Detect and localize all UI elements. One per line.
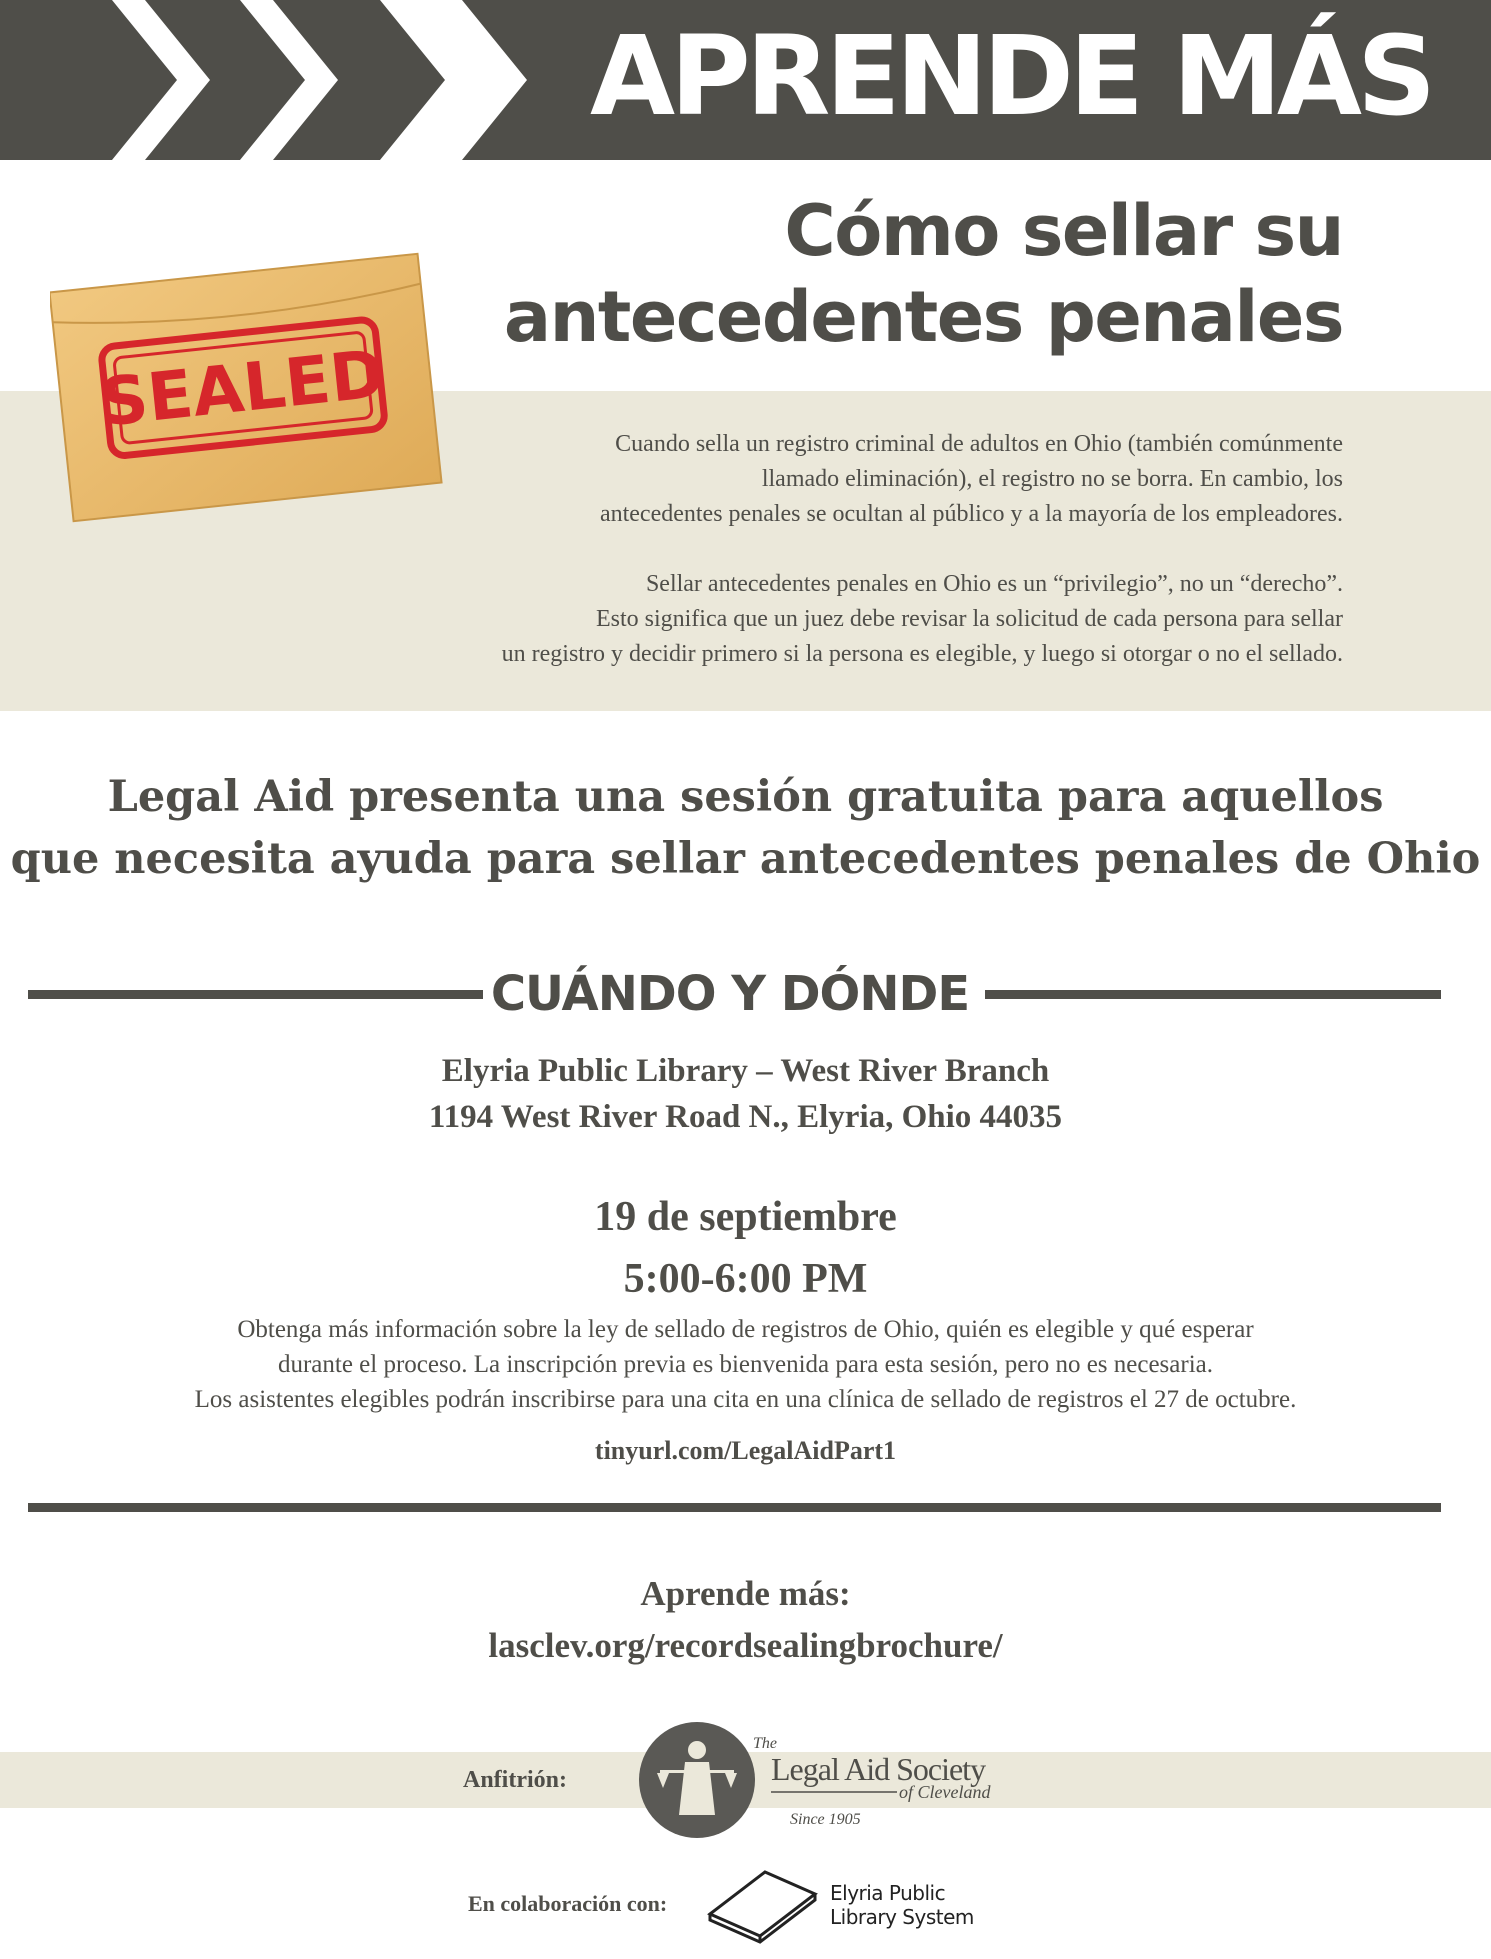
presentation-line-2: que necesita ayuda para sellar antecedentes penales de Ohio — [10, 834, 1481, 884]
event-description — [0, 1312, 1491, 1417]
logo-city: of Cleveland — [899, 1782, 991, 1802]
logo-the: The — [753, 1735, 777, 1752]
description-line: durante el proceso. La inscripción previa es bienvenida para esta sesión, pero no es necesaria. — [277, 1351, 1214, 1378]
learn-more-label: Aprende más: — [640, 1574, 851, 1613]
sealed-envelope-image — [50, 232, 450, 532]
logo-name: Legal Aid Society — [771, 1751, 986, 1787]
subtitle — [443, 188, 1343, 360]
event-date: 19 de septiembre — [594, 1194, 897, 1240]
stamp-text: SEALED — [96, 335, 389, 442]
section-rule-right — [985, 990, 1441, 999]
section-heading: CUÁNDO Y DÓNDE — [490, 966, 970, 1022]
library-logo-line-2: Library System — [830, 1905, 974, 1929]
event-datetime — [0, 1186, 1491, 1310]
host-label: Anfitrión: — [463, 1767, 567, 1793]
venue-address: 1194 West River Road N., Elyria, Ohio 44035 — [428, 1099, 1063, 1135]
intro-p1-line: Cuando sella un registro criminal de adultos en Ohio (también comúnmente — [615, 431, 1343, 457]
event-time: 5:00-6:00 PM — [623, 1256, 868, 1302]
intro-p2-line: un registro y decidir primero si la persona es elegible, y luego si otorgar o no el sellado. — [501, 641, 1343, 667]
elyria-library-logo — [705, 1864, 1005, 1944]
learn-more-block — [0, 1568, 1491, 1672]
partner-label: En colaboración con: — [468, 1891, 668, 1916]
section-divider — [28, 1503, 1441, 1512]
page-title: APRENDE MÁS — [590, 12, 1432, 140]
intro-p1-line: antecedentes penales se ocultan al público y a la mayoría de los empleadores. — [599, 501, 1343, 527]
learn-more-link[interactable]: lasclev.org/recordsealingbrochure/ — [488, 1626, 1003, 1665]
registration-link[interactable]: tinyurl.com/LegalAidPart1 — [594, 1436, 897, 1465]
intro-p1-line: llamado eliminación), el registro no se borra. En cambio, los — [761, 466, 1343, 492]
presentation-text — [0, 766, 1491, 890]
book-icon — [710, 1872, 815, 1942]
logo-since: Since 1905 — [790, 1811, 861, 1828]
intro-paragraph-2 — [502, 567, 1343, 672]
library-logo-line-1: Elyria Public — [830, 1881, 946, 1905]
section-rule-left — [28, 990, 483, 999]
intro-p2-line: Esto significa que un juez debe revisar la solicitud de cada persona para sellar — [595, 606, 1343, 632]
chevron-1-icon — [0, 0, 30, 160]
legal-aid-society-logo — [635, 1720, 1015, 1840]
subtitle-line-1: Cómo sellar su — [784, 190, 1343, 272]
intro-p2-line: Sellar antecedentes penales en Ohio es un “privilegio”, no un “derecho”. — [645, 571, 1343, 597]
venue-name: Elyria Public Library – West River Branch — [441, 1053, 1050, 1089]
description-line: Obtenga más información sobre la ley de sellado de registros de Ohio, quién es elegible y qué esperar — [237, 1316, 1254, 1343]
presentation-line-1: Legal Aid presenta una sesión gratuita para aquellos — [107, 772, 1384, 822]
subtitle-line-2: antecedentes penales — [503, 276, 1343, 358]
description-line: Los asistentes elegibles podrán inscribirse para una cita en una clínica de sellado de registros el 27 de octubre. — [194, 1386, 1297, 1413]
intro-paragraph-1 — [600, 427, 1343, 532]
venue-block — [0, 1048, 1491, 1140]
